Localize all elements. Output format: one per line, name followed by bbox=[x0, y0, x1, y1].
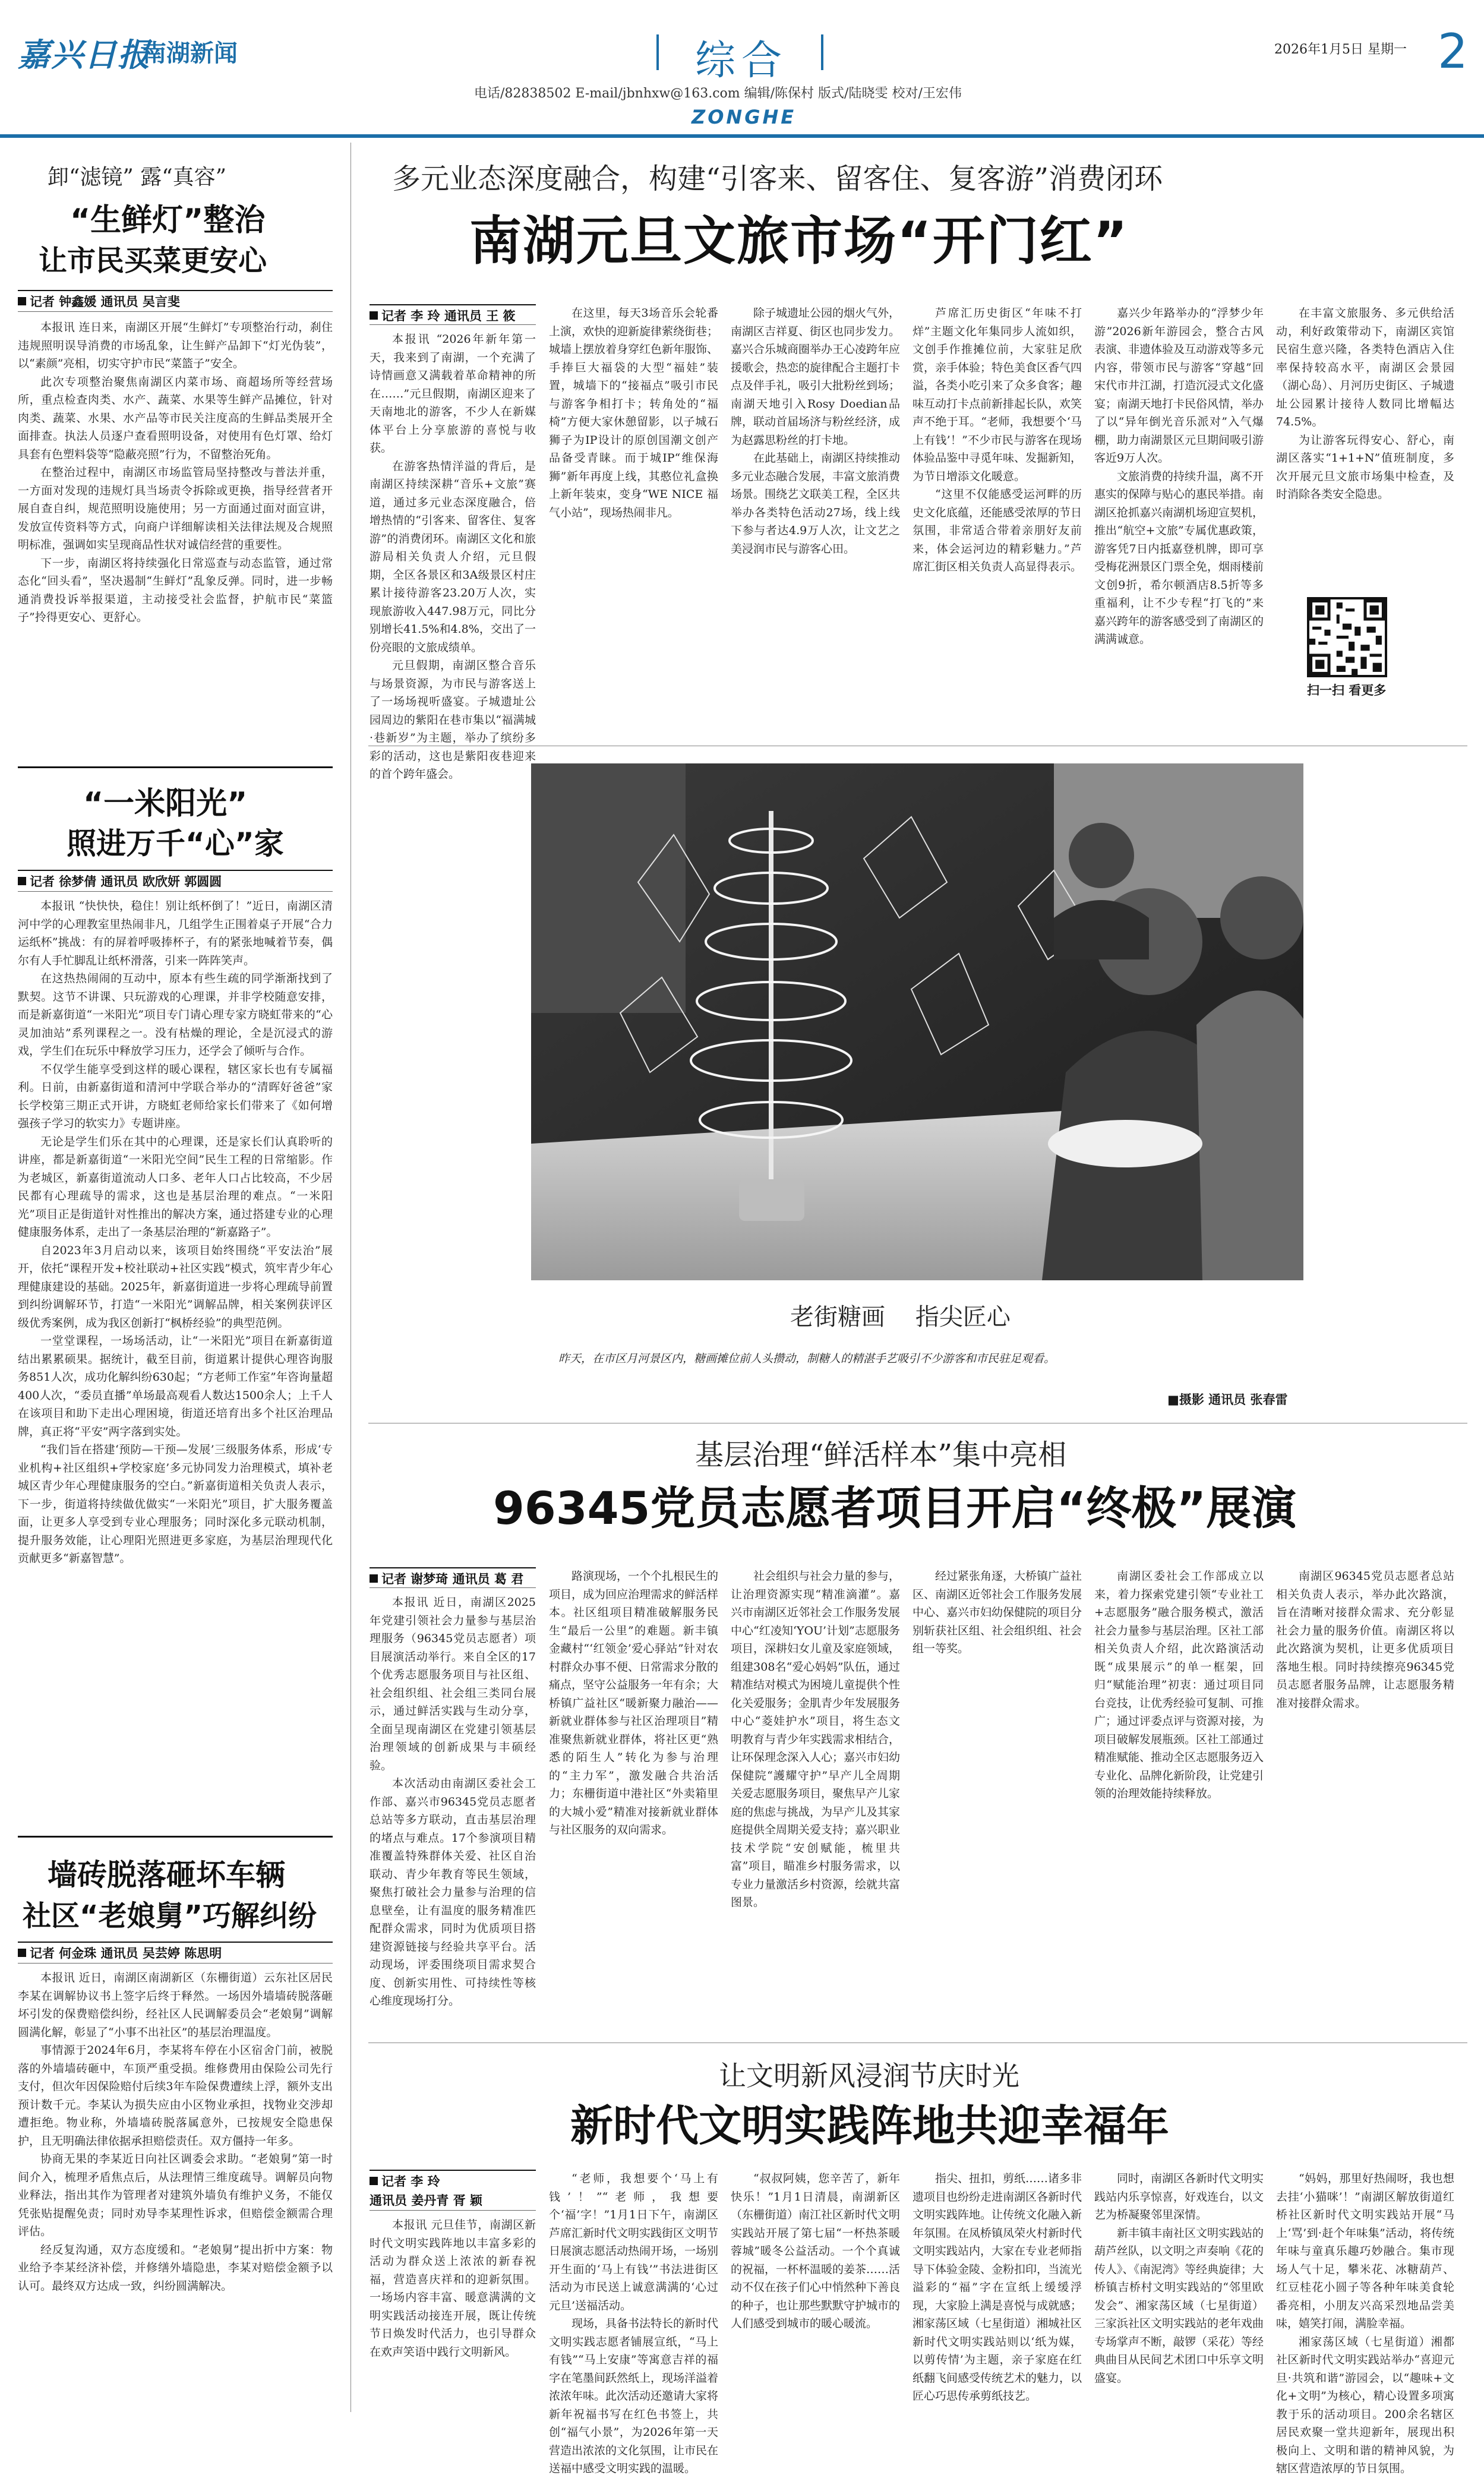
masthead-rule bbox=[0, 134, 1484, 138]
article-col-6: “妈妈，那里好热闹呀，我也想去挂‘小猫咪’！”南湖区解放街道红桥社区新时代文明实践站开展“马上‘骂’到·赶个年味集”活动，将传统年味与童真乐趣巧妙融合。集市现场人气十足，攀米花、冰糖葫芦、红豆桂花小圆子等各种年味美食轮番亮相，小朋友兴高采烈地品尝美味，嬉笑打闹，满脸幸福。 湘家荡区域（七星街道）湘都社区新时代文明实践站举办“喜迎元旦·共筑和谐”游园会，以“趣味+文化+文明”为核心，精心设置多项寓教于乐的活动项目。200余名辖区居民欢聚一堂共迎新年，展现出积极向上、文明和谐的精神风貌，为辖区营造浓厚的节日氛围。 bbox=[1276, 2172, 1454, 2475]
article-subtitle: 让文明新风浸润节庆时光 bbox=[719, 2060, 1019, 2092]
article-col-1: 本报讯 “2026年新年第一天，我来到了南湖，一个充满了诗情画意又满载着革命精神的所在……”元旦假期，南湖区迎来了天南地北的游客，不少人在新媒体平台上分享旅游的喜悦与收获。 在游客热情洋溢的背后，是南湖区持续深耕“音乐+文旅”赛道，通过多元业态深度融合，倍增热情的“引客来、留客住、复客游”的消费闭环。南湖区文化和旅游局相关负责人介绍，元旦假期，全区各景区和3A级景区村庄累计接待游客23.20万人次，实现旅游收入447.98万元，同比分别增长41.5%和4.8%，交出了一份亮眼的文旅成绩单。 元旦假期，南湖区整合音乐与场景资源，为市民与游客送上了一场场视听盛宴。子城遗址公园周边的紫阳在巷市集以“福满城·巷新岁”为主题，举办了缤纷多彩的活动，这也是紫阳夜巷迎来的首个跨年盛会。 bbox=[370, 333, 536, 781]
article-byline: 记者 徐梦倩 通讯员 欧欣妍 郭圆圆 bbox=[18, 872, 222, 890]
article-col-4: 经过紧张角逐，大桥镇广益社区、南湖区近邻社会工作服务发展中心、嘉兴市妇幼保健院的项目分别斩获社区组、社会组织组、社会组一等奖。 bbox=[912, 1570, 1082, 1655]
newspaper-logo: 嘉兴日报 bbox=[18, 36, 151, 74]
article-col-2: “老师，我想要个‘马上有钱’！”“老师，我想要个‘福’字！”1月1日下午，南湖区芦席汇新时代文明实践街区文明节日展演志愿活动热闹开场，一场别开生面的‘马上有钱’”书法进街区活动为市民送上诚意满满的‘心过元旦’送福活动。 现场，具备书法特长的新时代文明实践志愿者铺展宣纸，“马上有钱”“马上安康”等寓意吉祥的福字在笔墨间跃然纸上，现场洋溢着浓浓年味。此次活动还邀请大家将新年祝福书写在红色书签上，共创“福气小景”，为2026年第一天营造出浓浓的文化氛围，让市民在送福中感受文明实践的温暖。 bbox=[549, 2172, 719, 2475]
article-byline: 记者 何金珠 通讯员 吴芸婷 陈思明 bbox=[18, 1944, 222, 1962]
page-name: 综合 bbox=[695, 37, 788, 84]
article-sunshine bbox=[0, 770, 336, 1952]
article-wall-tile bbox=[0, 1839, 336, 2422]
article-col-4: 芦席汇历史街区“年味不打烊”主题文化年集同步人流如织，文创手作推摊位前，大家驻足欣赏，亲手体验；特色美食区香气四溢，各类小吃引来了众多食客；趣味互动打卡点前新排起长队，欢笑声不绝于耳。“老师，我想要个‘马上有钱’！”不少市民与游客在现场体验品鉴中寻觅年味、发掘新知，为节日增添文化暖意。 “这里不仅能感受运河畔的历史文化底蕴，还能感受浓厚的节日氛围，非常适合带着亲朋好友前来，体会运河边的精彩魅力。”芦席汇街区相关负责人高显得表示。 bbox=[912, 307, 1082, 573]
byline-rule-bottom bbox=[370, 2210, 536, 2211]
byline-rule bbox=[18, 1942, 333, 1943]
article-byline: 记者 钟鑫媛 通讯员 吴言斐 bbox=[18, 292, 180, 310]
page-number: 2 bbox=[1438, 24, 1468, 79]
byline-rule-bottom bbox=[370, 1587, 536, 1588]
byline-rule bbox=[370, 304, 536, 305]
photo-illustration bbox=[531, 763, 1303, 1280]
article-title-line1: “一米阳光” bbox=[83, 786, 248, 822]
article-byline-line1: 记者 李 玲 bbox=[370, 2172, 440, 2190]
photo-credit: ■摄影 通讯员 张春雷 bbox=[1167, 1393, 1288, 1407]
article-title-line2: 社区“老娘舅”巧解纠纷 bbox=[23, 1899, 317, 1933]
qr-code-icon bbox=[1309, 599, 1385, 675]
article-col-5: 嘉兴少年路举办的“浮梦少年游”2026新年游园会，整合古风表演、非遗体验及互动游戏等多元内容，带领市民与游客“穿越”回宋代市井江湖，打造沉浸式文化盛宴；南湖天地打卡民俗风情，举办了以“异年倒光音乐派对”入气爆棚，助力南湖景区元旦期间吸引游客近9万人次。 文旅消费的持续升温，离不开惠实的保障与贴心的惠民举措。南湖区抢抓嘉兴南湖机场迎宣契机，推出“航空+文旅”专属优惠政策，游客凭7日内抵嘉登机牌，即可享受梅花洲景区门票全免，烟雨楼前文创9折，希尔顿酒店8.5折等多重福利，让不少专程“打飞的”来嘉兴跨年的游客感受到了南湖区的满满诚意。 bbox=[1094, 307, 1264, 646]
page-date: 2026年1月5日 星期一 bbox=[1274, 42, 1407, 57]
article-subtitle: 基层治理“鲜活样本”集中亮相 bbox=[695, 1438, 1067, 1472]
page-name-right-bar bbox=[821, 34, 823, 70]
article-byline: 记者 李 玲 通讯员 王 筱 bbox=[370, 307, 516, 324]
article-kicker: 卸“滤镜” 露“真容” bbox=[48, 165, 227, 190]
article-col-2: 在这里，每天3场音乐会轮番上演，欢快的迎新旋律萦绕街巷；城墙上摆放着身穿红色新年服饰、手捧巨大福袋的大型“福娃”装置，城墙下的“接福点”吸引市民与游客争相打卡；转角处的“福椅”方便大家休憩留影，以子城石狮子为IP设计的原创国潮文创产品备受青睐。而于城IP“维保海狮”新年再度上线，其憨位礼盒换上新年装束，变身“WE NICE 福气小站”，现场热闹非凡。 bbox=[549, 307, 719, 519]
article-title-line2: 照进万千“心”家 bbox=[67, 826, 284, 861]
photo-candy-painting bbox=[531, 763, 1303, 1280]
left-column-divider-2 bbox=[18, 1836, 333, 1838]
left-column-divider-1 bbox=[18, 766, 333, 768]
article-title-line1: 墙砖脱落砸坏车辆 bbox=[48, 1858, 285, 1892]
article-col-3: 社会组织与社会力量的参与，让治理资源实现“精准滴灌”。嘉兴市南湖区近邻社会工作服务发展中心“红凌知‘YOU’计划”志愿服务项目，深耕妇女儿童及家庭领域，组建308名“爱心妈妈”队伍，通过精准结对模式为困境儿童提供个性化关爱服务；金肌青少年发展服务中心“菱娃护水”项目，将生态文明教育与青少年实践需求相结合，让环保理念深入人心；嘉兴市妇幼保健院“護耀守护”早产儿全周期关爱志愿服务项目，聚焦早产儿家庭的焦虑与挑战，为早产儿及其家庭提供全周期关爱支持；嘉兴职业技术学院“安创赋能，梳里共富”项目，瞄准乡村服务需求，以专业力量激活乡村资源，绘就共富图景。 bbox=[731, 1570, 901, 1909]
photo-title: 老街糖画 指尖匠心 bbox=[790, 1303, 1011, 1331]
article-body: 本报讯 “快快快，稳住！别让纸杯倒了！”近日，南湖区清河中学的心理教室里热闹非凡，几组学生正围着桌子开展“合力运纸杯”挑战：有的屏着呼吸捧杯子，有的紧张地喊着节奏，偶尔有人手忙脚乱让纸杯滑落，引来一阵阵笑声。 在这热热闹闹的互动中，原本有些生疏的同学渐渐找到了默契。这节不讲课、只玩游戏的心理课，并非学校随意安排，而是新嘉街道“一米阳光”项目专门请心理专家方晓虹带来的“心灵加油站”系列课程之一。没有枯燥的理论，全是沉浸式的游戏，学生们在玩乐中释放学习压力，还学会了倾听与合作。 不仅学生能享受到这样的暖心课程，辖区家长也有专属福利。日前，由新嘉街道和清河中学联合举办的“清晖好爸爸”家长学校第三期正式开讲，方晓虹老师给家长们带来了《如何增强孩子学习的软实力》专题讲座。 无论是学生们乐在其中的心理课，还是家长们认真聆听的讲座，都是新嘉街道“一米阳光空间”民生工程的日常缩影。作为老城区，新嘉街道流动人口多、老年人口占比较高，不少居民都有心理疏导的需求，这也是基层治理的难点。“一米阳光”项目正是街道针对性推出的解决方案，通过搭建专业的心理健康服务体系，走出了一条基层治理的“新嘉路子”。 自2023年3月启动以来，该项目始终围绕“平安法治”展开，依托“课程开发+校社联动+社区实践”模式，筑牢青少年心理健康建设的基础。2025年，新嘉街道进一步将心理疏导前置到纠纷调解环节，打造“一米阳光”调解品牌，相关案例获评区级优秀案例，成为我区创新打“枫桥经验”的典型范例。 一堂堂课程，一场场活动，让“一米阳光”项目在新嘉街道结出累累硕果。据统计，截至目前，街道累计提供心理咨询服务851人次，成功化解纠纷630起；“方老师工作室”年咨询量超400人次，“委员直播”单场最高观看人数达1500余人；上千人在该项目和助下走出心理困境，街道还培育出多个社区治理品牌，真正将“平安”两字落到实处。 “我们旨在搭建‘预防—干预—发展’三级服务体系，形成‘专业机构+社区组织+学校家庭’多元协同发力治理模式，填补老城区青少年心理健康服务的空白。”新嘉街道相关负责人表示，下一步，街道将持续做优做实“一米阳光”项目，扩大服务覆盖面，让更多人享受到专业心理服务；同时深化多元联动机制，提升服务效能，让心理阳光照进更多家庭，为基层治理现代化贡献更多“新嘉智慧”。 bbox=[18, 899, 333, 1565]
article-new-year-tourism bbox=[356, 143, 1484, 781]
article-col-4: 指尖、扭扣，剪纸……诸多非遗项目也纷纷走进南湖区各新时代文明实践阵地。让传统文化融入新年氛围。在凤桥镇凤荣火村新时代文明实践站内，大家在专业老师指导下体验金陵、金粉扣印，当流光溢彩的“福”字在宣纸上缓缓浮现，大家脸上满是喜悦与成就感；湘家荡区域（七星街道）湘城社区新时代文明实践站则以‘纸为媒，以剪传情’为主题，亲子家庭在红纸翻飞间感受传统艺术的魅力，以匠心巧思传承剪纸技艺。 bbox=[912, 2172, 1082, 2403]
article-title-line1: “生鲜灯”整治 bbox=[70, 203, 266, 238]
article-col-6: 在丰富文旅服务、多元供给活动，利好政策带动下，南湖区宾馆民宿生意兴隆，各类特色酒店入住率保持较高水平，南湖区会景园（湖心岛）、月河历史街区、子城遗址公园累计接待人数同比增幅达74.5%。 为让游客玩得安心、舒心，南湖区落实“1+1+N”值班制度，多次开展元旦文旅市场集中检查，及时消除各类安全隐患。 bbox=[1276, 307, 1454, 501]
article-byline-line2: 通讯员 姜丹青 胥 颖 bbox=[370, 2193, 482, 2208]
byline-rule-bottom bbox=[370, 324, 536, 325]
article-civilization bbox=[356, 2045, 1484, 2475]
article-col-6: 南湖区96345党员志愿者总站相关负责人表示，举办此次路演，旨在清晰对接群众需求、充分彰显社会力量的服务价值。南湖区将以此次路演为契机，让更多优质项目落地生根。同时持续擦亮96345党员志愿者服务品牌，让志愿服务精准对接群众需求。 bbox=[1276, 1570, 1454, 1710]
article-96345 bbox=[356, 1426, 1484, 2038]
page-name-left-bar bbox=[656, 34, 659, 70]
article-body: 本报讯 连日来，南湖区开展“生鲜灯”专项整治行动，刹住违规照明误导消费的市场乱象，让生鲜产品卸下“灯光伪装”，以“素颜”亮相，切实守护市民“菜篮子”安全。 此次专项整治聚焦南湖区内菜市场、商超场所等经营场所，重点检查肉类、水产、蔬菜、水果等生鲜产品摊位，针对肉类、蔬菜、水果、水产品等市民关注度高的生鲜品类展开全面排查。执法人员逐户查看照明设备，对使用有色灯罩、给灯具套有色塑料袋等“隐蔽亮照”行为，不留整治死角。 在整治过程中，南湖区市场监管局坚持整改与普法并重，一方面对发现的违规灯具当场责令拆除或更换，指导经营者开展自查自纠，规范照明设施使用；另一方面通过面对面宣讲，发放宣传资料等方式，向商户详细解读相关法律法规及合规照明标准，强调如实呈现商品性状对诚信经营的重要性。 下一步，南湖区将持续强化日常巡查与动态监管，通过常态化“回头看”，坚决遏制“生鲜灯”乱象反弹。同时，进一步畅通消费投诉举报渠道，主动接受社会监督，护航市民“菜篮子”拎得更安心、更舒心。 bbox=[18, 321, 333, 624]
section-name: 南湖新闻 bbox=[143, 40, 238, 67]
article-fresh-light bbox=[0, 143, 336, 766]
article-title: 新时代文明实践阵地共迎幸福年 bbox=[570, 2101, 1170, 2151]
article-col-1: 本报讯 元旦佳节，南湖区新时代文明实践阵地以丰富多彩的活动为群众送上浓浓的新春祝福，营造喜庆祥和的迎新氛围。一场场内容丰富、暖意满满的文明实践活动接连开展，既让传统节日焕发时代活力，也引导群众在欢声笑语中践行文明新风。 bbox=[370, 2218, 536, 2359]
byline-rule bbox=[370, 1567, 536, 1568]
article-byline: 记者 谢梦琦 通讯员 葛 君 bbox=[370, 1570, 523, 1587]
article-col-5: 同时，南湖区各新时代文明实践站内乐享惊喜，好戏连台，以文艺为桥凝聚邻里深情。 新丰镇丰南社区文明实践站的葫芦丝队，以文明之声奏响《花的传人》、《南泥湾》等经典旋律；大桥镇吉桥村文明实践站的“邻里欧发会”、湘家荡区域（七星街道）三家浜社区文明实践站的老年戏曲专场掌声不断，敲锣（采花）等经典曲目从民间艺术团口中乐享文明盛宴。 bbox=[1094, 2172, 1264, 2385]
byline-rule bbox=[18, 290, 333, 291]
article-col-2: 路演现场，一个个扎根民生的项目，成为回应治理需求的鲜活样本。社区组项目精准破解服务民生“最后一公里”的难题。新丰镇金藏村“‘红领金’爱心驿站”针对农村群众办事不便、日常需求分散的痛点，坚守公益服务一年有余；大桥镇广益社区“暖新聚力融治——新就业群体参与社区治理项目”精准聚焦新就业群体，将社区更“熟悉的陌生人”转化为参与治理的“主力军”，激发融合共治活力；东栅街道中港社区“外卖箱里的大城小爱”精准对接新就业群体与社区服务的双向需求。 bbox=[549, 1570, 719, 1836]
photo-caption: 昨天，在市区月河景区内，糖画摊位前人头攒动，制糖人的精湛手艺吸引不少游客和市民驻足观看。 bbox=[558, 1352, 1056, 1365]
byline-rule bbox=[370, 2170, 536, 2171]
article-title-line2: 让市民买菜更安心 bbox=[39, 244, 267, 277]
photo-section bbox=[356, 749, 1484, 1420]
byline-rule-bottom bbox=[18, 891, 333, 892]
article-body: 本报讯 近日，南湖区南湖新区（东栅街道）云东社区居民李某在调解协议书上签字后终于释然。一场因外墙墙砖脱落砸坏引发的保费赔偿纠纷，经社区人民调解委员会“老娘舅”调解圆满化解，彰显了“小事不出社区”的基层治理温度。 事情源于2024年6月，李某将车停在小区宿舍门前，被脱落的外墙墙砖砸中，车顶严重受损。维修费用由保险公司先行支付，但次年因保险赔付后续3年车险保费遭续上浮，额外支出预计数千元。李某认为损失应由小区物业承担，找物业交涉却遭拒绝。物业称，外墙墙砖脱落属意外，已按规安全隐患保护，且无明确法律依据承担赔偿责任。双方僵持一年多。 协商无果的李某近日向社区调委会求助。“老娘舅”第一时间介入，梳理矛盾焦点后，从法理情三维度疏导。调解员向物业释法，指出其作为管理者对建筑外墙负有维护义务，不能仅凭张贴提醒免责；同时劝导李某理性诉求，但赔偿金额需合理评估。 经反复沟通，双方态度缓和。“老娘舅”提出折中方案：物业给予李某经济补偿，并修缮外墙隐患，李某对赔偿金额予以认可。最终双方达成一致，纠纷圆满解决。 bbox=[18, 1971, 333, 2293]
byline-rule-bottom bbox=[18, 1963, 333, 1964]
article-title: 南湖元旦文旅市场“开门红” bbox=[469, 210, 1129, 272]
article-col-3: 除子城遗址公园的烟火气外，南湖区吉祥夏、街区也同步发力。嘉兴合乐城商圈举办王心凌跨年应援歌会，热恋的旋律配合主题打卡点及伴手礼，吸引大批粉丝到场；南湖天地引入Rosy Doedian品牌，联动首届场济与粉丝经济，成为赵露思粉丝的打卡地。 在此基础上，南湖区持续推动多元业态融合发展，丰富文旅消费场景。围绕艺文联美工程，全区共举办各类特色活动27场，线上线下参与者达4.9万人次，让文艺之美浸润市民与游客心田。 bbox=[731, 307, 901, 555]
article-title: 96345党员志愿者项目开启“终极”展演 bbox=[493, 1482, 1297, 1535]
qr-label: 扫一扫 看更多 bbox=[1307, 683, 1387, 697]
article-col-3: “叔叔阿姨，您辛苦了，新年快乐！”1月1日清晨，南湖新区（东栅街道）南江社区新时代文明实践站开展了第七届“一杯热茶暖蓉城”暖冬公益活动。一个个真诚的祝福，一杯杯温暖的姜茶……活动不仅在孩子们心中悄然种下善良的种子，也让那些默默守护城市的人们感受到城市的暖心暖流。 bbox=[731, 2172, 901, 2330]
article-col-5: 南湖区委社会工作部成立以来，着力探索党建引领“专业社工+志愿服务”融合服务模式，激活社会力量参与基层治理。区社工部相关负责人介绍，此次路演活动既“成果展示”的单一框架，回归“赋能治理”初衷：通过项目同台竞技，让优秀经验可复制、可推广；通过评委点评与资源对接，为项目破解发展瓶颈。区社工部通过精准赋能、推动全区志愿服务迈入专业化、品牌化新阶段，让党建引领的治理效能持续释放。 bbox=[1094, 1570, 1264, 1800]
article-subtitle: 多元业态深度融合，构建“引客来、留客住、复客游”消费闭环 bbox=[392, 162, 1163, 195]
article-col-1: 本报讯 近日，南湖区2025年党建引领社会力量参与基层治理服务（96345党员志愿者）项目展演活动举行。来自全区的17个优秀志愿服务项目与社区组、社会组织组、社会组三类同台展示，通过鲜活实践与生动分享，全面呈现南湖区在党建引领基层治理领域的创新成果与丰硕经验。 本次活动由南湖区委社会工作部、嘉兴市96345党员志愿者总站等多方联动，直击基层治理的堵点与难点。17个参演项目精准覆盖特殊群体关爱、社区自治联动、青少年教育等民生领域，聚焦打破社会力量参与治理的信息壁垒，让有温度的服务精准匹配群众需求，同时为优质项目搭建资源链接与经验共享平台。活动现场，评委围绕项目需求契合度、创新实用性、可持续性等核心维度现场打分。 bbox=[370, 1596, 536, 2007]
contact-line: 电话/82838502 E-mail/jbnhxw@163.com 编辑/陈保村 版式/陆晓雯 校对/王宏伟 bbox=[474, 86, 962, 101]
qr-code[interactable] bbox=[1307, 597, 1387, 677]
byline-rule bbox=[18, 870, 333, 871]
page-pinyin: ZONGHE bbox=[692, 106, 797, 128]
byline-rule-bottom bbox=[18, 311, 333, 312]
masthead bbox=[0, 0, 1484, 149]
